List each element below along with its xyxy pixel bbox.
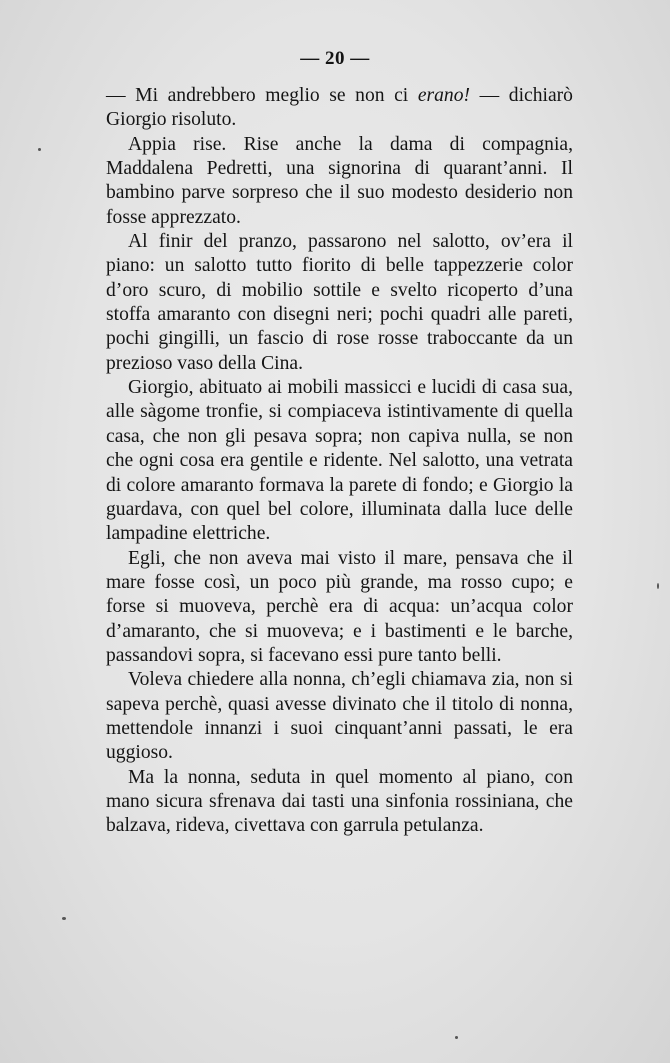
paragraph-1-italic-word: erano! (417, 85, 471, 106)
paragraph-1-text-start: — Mi andrebbero meglio se non ci (106, 85, 418, 106)
paragraph-2: Appia rise. Rise anche la dama di compagnia, Maddalena Pedretti, una signorina di quarant’anni. Il bambino parve sorpreso che il suo modesto desiderio non fosse apprezzato. (106, 133, 573, 228)
print-speck (455, 1036, 458, 1039)
print-speck (657, 583, 659, 589)
body-text (106, 84, 573, 839)
paragraph-7: Ma la nonna, seduta in quel momento al piano, con mano sicura sfrenava dai tasti una sinfonia rossiniana, che balzava, rideva, civettava con garrula petulanza. (106, 766, 573, 837)
paragraph-1-text-end: — dichiarò Giorgio risoluto. (106, 85, 573, 131)
page-number: — 20 — (300, 48, 370, 69)
paragraph-1 (106, 84, 573, 133)
paragraph-4: Giorgio, abituato ai mobili massicci e lucidi di casa sua, alle sàgome tronfie, si compiaceva istintivamente di quella casa, che non gli pesava sopra; non capiva nulla, se non che ogni cosa era gentile e ridente. Nel salotto, una vetrata di colore amaranto formava la parete di fondo; e Giorgio la guardava, con quel bel colore, illuminata dalla luce delle lampadine elettriche. (106, 377, 573, 545)
paragraph-6: Voleva chiedere alla nonna, ch’egli chiamava zia, non si sapeva perchè, quasi avesse divinato che il titolo di nonna, mettendole innanzi i suoi cinquant’anni passati, le era uggioso. (106, 669, 573, 764)
print-speck (38, 148, 41, 151)
paragraph-5: Egli, che non aveva mai visto il mare, pensava che il mare fosse così, un poco più grande, ma rosso cupo; e forse si muoveva, perchè era di acqua: un’acqua color d’amaranto, che si muoveva; e i bastimenti e le barche, passandovi sopra, si facevano essi pure tanto belli. (106, 547, 573, 666)
paragraph-3: Al finir del pranzo, passarono nel salotto, ov’era il piano: un salotto tutto fiorito di belle tappezzerie color d’oro scuro, di mobilio sottile e svelto ricoperto d’una stoffa amaranto con disegni neri; pochi quadri alle pareti, pochi gingilli, un fascio di rose rosse traboccante da un prezioso vaso della Cina. (106, 231, 573, 374)
print-speck (62, 917, 66, 920)
